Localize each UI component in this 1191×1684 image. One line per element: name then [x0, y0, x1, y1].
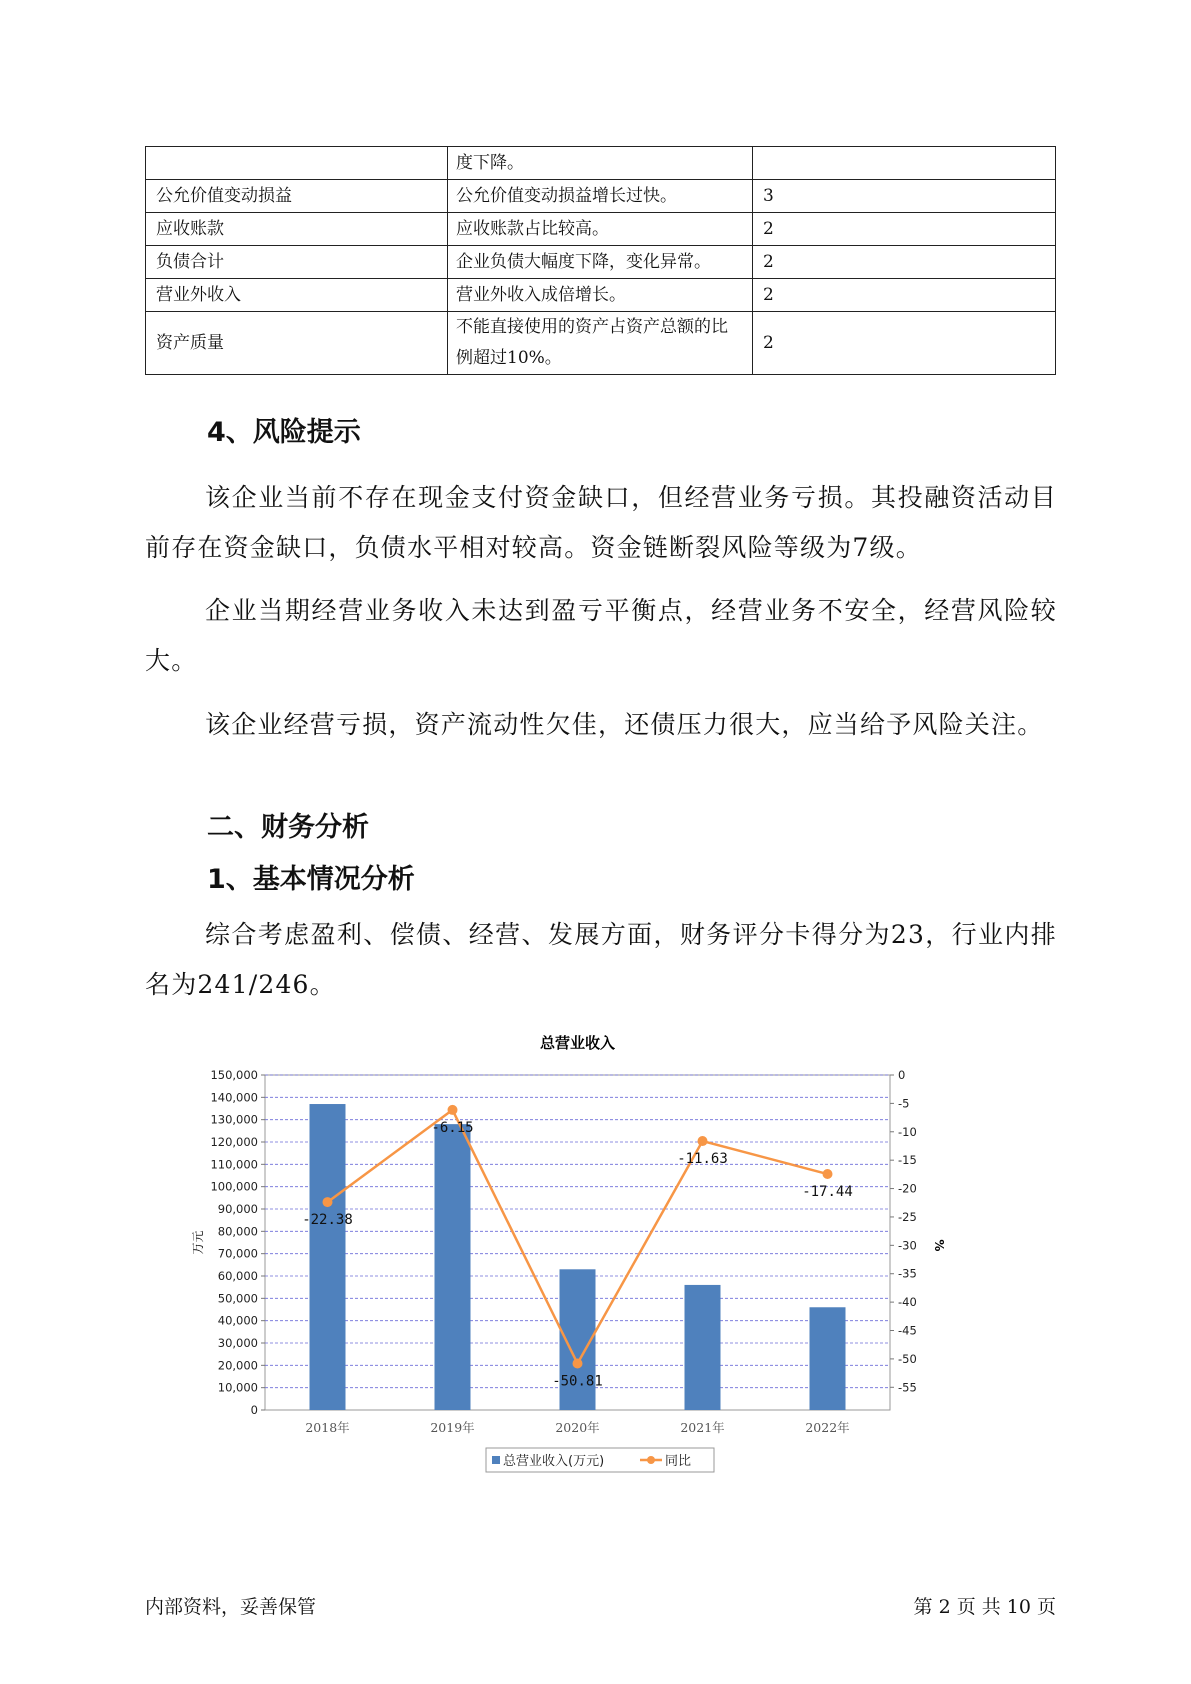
chart-title: 总营业收入: [539, 1034, 616, 1052]
table-cell-description: [448, 213, 753, 246]
paragraph: 该企业当前不存在现金支付资金缺口，但经营业务亏损。其投融资活动目前存在资金缺口，负债水平相对较高。资金链断裂风险等级为7级。: [145, 483, 1057, 562]
table-row: [146, 213, 1056, 246]
x-tick-label: 2018年: [305, 1420, 350, 1435]
yoy-point-5: [823, 1169, 833, 1179]
x-tick-label: 2021年: [680, 1420, 725, 1435]
y-tick-label: 40,000: [217, 1313, 258, 1328]
paragraph: 企业当期经营业务收入未达到盈亏平衡点，经营业务不安全，经营风险较大。: [145, 596, 1057, 675]
yoy-point-3: [573, 1358, 583, 1368]
table-cell-score: [753, 147, 1056, 180]
y2-axis-label: %: [932, 1239, 946, 1252]
x-tick-label: 2022年: [805, 1420, 850, 1435]
y2-tick-label: 0: [898, 1068, 906, 1082]
y-tick-label: 140,000: [210, 1090, 258, 1105]
paragraph: 综合考虑盈利、偿债、经营、发展方面，财务评分卡得分为23，行业内排名为241/246。: [145, 920, 1057, 999]
risk-table: [145, 146, 1056, 375]
cell-text: 2: [763, 284, 774, 305]
section-heading-finance: 二、财务分析: [207, 812, 369, 843]
y-tick-label: 30,000: [217, 1336, 258, 1350]
table-row: [146, 180, 1056, 213]
y-tick-label: 0: [250, 1403, 258, 1417]
cell-text: 资产质量: [156, 332, 224, 353]
cell-text: 企业负债大幅度下降，变化异常。: [456, 251, 711, 272]
cell-text: 应收账款占比较高。: [456, 218, 609, 239]
cell-text: 营业外收入: [156, 284, 241, 305]
table-cell-score: [753, 279, 1056, 312]
y2-tick-label: -10: [898, 1124, 917, 1139]
table-cell-item: [146, 147, 448, 180]
cell-text: 2: [763, 332, 774, 353]
y2-tick-label: -40: [898, 1295, 917, 1310]
y2-tick-label: -25: [898, 1209, 917, 1224]
cell-text: 负债合计: [156, 251, 224, 272]
table-cell-item: [146, 279, 448, 312]
y2-tick-label: -45: [898, 1323, 917, 1338]
table-row: [146, 246, 1056, 279]
y-tick-label: 110,000: [210, 1157, 258, 1172]
y-tick-label: 100,000: [210, 1179, 258, 1194]
subsection-heading: 1、基本情况分析: [207, 864, 415, 895]
y-tick-label: 120,000: [210, 1135, 258, 1149]
table-row: [146, 147, 1056, 180]
table-cell-item: [146, 213, 448, 246]
table-cell-score: [753, 312, 1056, 375]
table-cell-item: [146, 180, 448, 213]
y-tick-label: 70,000: [217, 1246, 258, 1261]
yoy-data-label: -11.63: [677, 1151, 728, 1168]
bar-5: [810, 1307, 846, 1410]
bar-2: [435, 1124, 471, 1410]
y-tick-label: 10,000: [217, 1380, 258, 1395]
legend-bar-label: 总营业收入(万元): [503, 1454, 605, 1469]
yoy-data-label: -6.15: [431, 1119, 474, 1136]
y-tick-label: 130,000: [210, 1112, 258, 1127]
table-cell-description: [448, 312, 753, 375]
cell-text: 公允价值变动损益增长过快。: [456, 185, 677, 206]
legend-bar-swatch: [492, 1456, 500, 1464]
x-tick-label: 2019年: [430, 1420, 475, 1435]
table-cell-description: [448, 180, 753, 213]
y2-tick-label: -50: [898, 1351, 917, 1366]
table-cell-description: [448, 279, 753, 312]
table-row: [146, 279, 1056, 312]
cell-text: 不能直接使用的资产占资产总额的比例超过10%。: [456, 317, 728, 368]
bar-4: [685, 1285, 721, 1410]
yoy-point-4: [698, 1136, 708, 1146]
table-cell-description: [448, 147, 753, 180]
y-tick-label: 50,000: [217, 1291, 258, 1306]
footer-page-number: 第 2 页 共 10 页: [913, 1596, 1056, 1618]
yoy-data-label: -17.44: [802, 1184, 853, 1201]
cell-text: 2: [763, 251, 774, 272]
y-axis-label: 万元: [191, 1230, 205, 1255]
y2-tick-label: -30: [898, 1238, 917, 1253]
table-cell-score: [753, 213, 1056, 246]
yoy-point-1: [323, 1197, 333, 1207]
y2-tick-label: -5: [898, 1096, 910, 1111]
table-cell-description: [448, 246, 753, 279]
legend-line-label: 同比: [665, 1454, 692, 1469]
bar-1: [310, 1104, 346, 1410]
cell-text: 应收账款: [156, 218, 224, 239]
table-cell-score: [753, 180, 1056, 213]
y-tick-label: 150,000: [210, 1068, 258, 1082]
chart-svg: [190, 1030, 970, 1490]
cell-text: 3: [763, 185, 774, 206]
y-tick-label: 60,000: [217, 1269, 258, 1283]
yoy-point-2: [448, 1105, 458, 1115]
yoy-data-label: -50.81: [552, 1373, 603, 1390]
cell-text: 2: [763, 218, 774, 239]
legend-line-marker: [647, 1456, 655, 1464]
y2-tick-label: -35: [898, 1266, 917, 1281]
y-tick-label: 90,000: [217, 1202, 258, 1216]
x-tick-label: 2020年: [555, 1420, 600, 1435]
table-cell-item: [146, 246, 448, 279]
y2-tick-label: -20: [898, 1181, 917, 1196]
y2-tick-label: -15: [898, 1153, 917, 1168]
table-row: [146, 312, 1056, 375]
y2-tick-label: -55: [898, 1380, 917, 1395]
yoy-data-label: -22.38: [302, 1212, 353, 1229]
section-heading-risk: 4、风险提示: [207, 417, 361, 448]
revenue-chart: [190, 1030, 970, 1490]
footer-confidential: 内部资料，妥善保管: [145, 1596, 317, 1618]
cell-text: 营业外收入成倍增长。: [456, 284, 626, 305]
table-cell-score: [753, 246, 1056, 279]
paragraph: 该企业经营亏损，资产流动性欠佳，还债压力很大，应当给予风险关注。: [205, 710, 1044, 739]
cell-text: 度下降。: [456, 152, 524, 173]
y-tick-label: 20,000: [217, 1358, 258, 1373]
table-cell-item: [146, 312, 448, 375]
y-tick-label: 80,000: [217, 1224, 258, 1239]
cell-text: 公允价值变动损益: [156, 185, 292, 206]
